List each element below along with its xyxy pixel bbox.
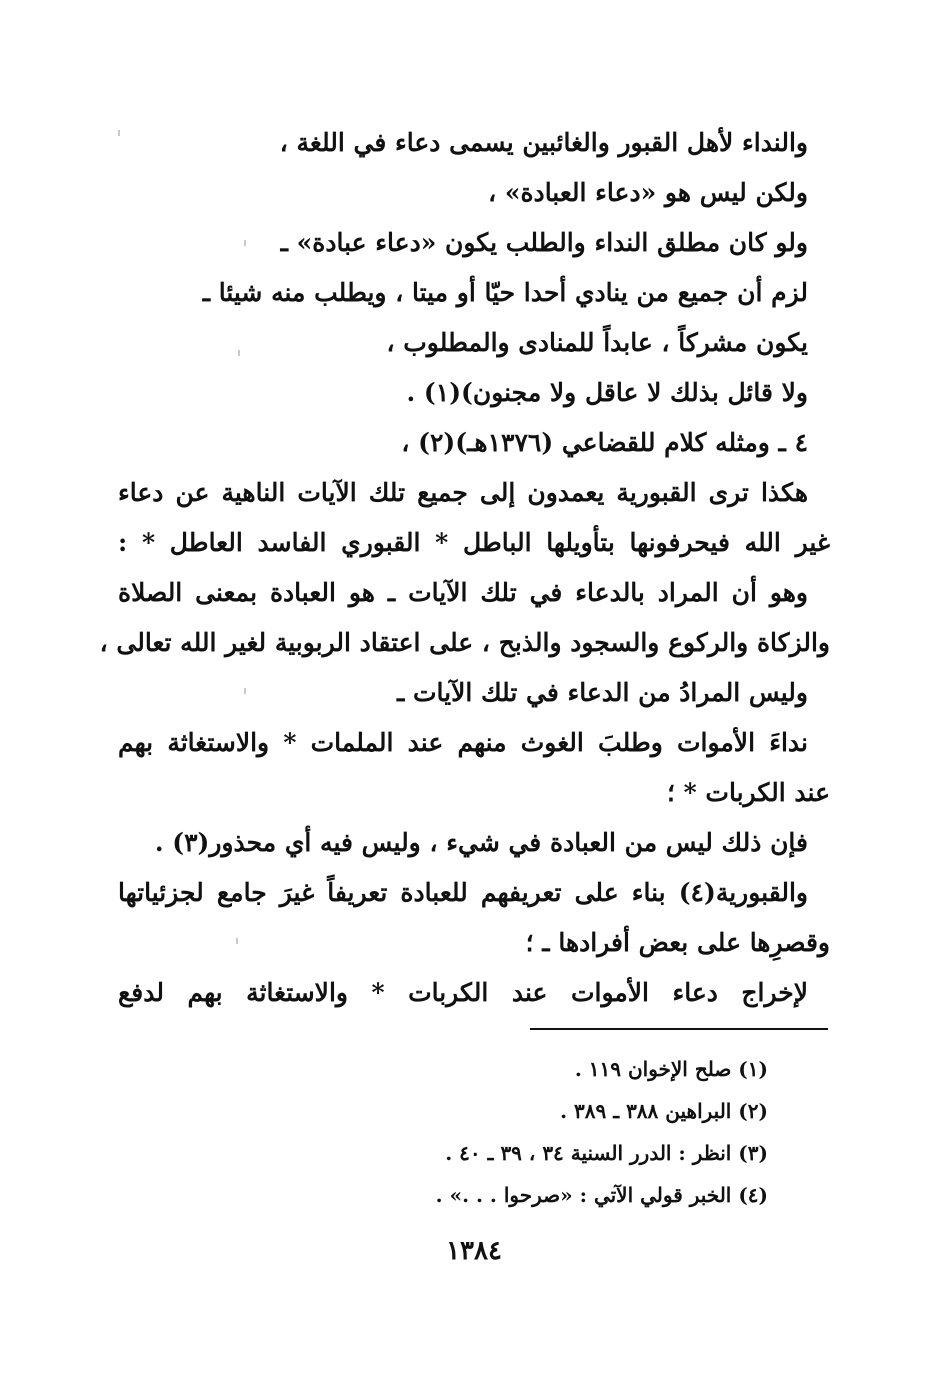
text-line: ٤ ـ ومثله كلام للقضاعي (١٣٧٦هـ)(٢) ، xyxy=(401,428,808,457)
text-line: ولا قائل بذلك لا عاقل ولا مجنون)(١) . xyxy=(406,378,808,407)
text-line: ولو كان مطلق النداء والطلب يكون «دعاء عبادة» ـ xyxy=(280,228,808,257)
text-line: وليس المرادُ من الدعاء في تلك الآيات ـ xyxy=(396,678,808,707)
scan-speck xyxy=(244,240,246,246)
text-line: نداءَ الأموات وطلبَ الغوث منهم عند الملمات * والاستغاثة بهم xyxy=(118,728,808,757)
footnote-3: (٣) انظر : الدرر السنية ٣٤ ، ٣٩ ـ ٤٠ . xyxy=(445,1141,768,1165)
text-line: لزم أن جميع من ينادي أحدا حيّا أو ميتا ، ويطلب منه شيئا ـ xyxy=(202,278,808,307)
scan-speck xyxy=(118,130,120,136)
footnote-4: (٤) الخبر قولي الآتي : «صرحوا . . .» . xyxy=(435,1183,768,1207)
footnotes xyxy=(208,1048,768,1216)
main-text xyxy=(99,118,830,1018)
text-line: والقبورية(٤) بناء على تعريفهم للعبادة تعريفاً غيرَ جامع لجزئياتها xyxy=(118,878,808,907)
text-line: يكون مشركاً ، عابداً للمنادى والمطلوب ، xyxy=(386,328,808,357)
text-line: وهو أن المراد بالدعاء في تلك الآيات ـ هو العبادة بمعنى الصلاة xyxy=(118,578,808,607)
text-line: وقصرِها على بعض أفرادها ـ ؛ xyxy=(525,928,830,957)
text-line: والنداء لأهل القبور والغائبين يسمى دعاء في اللغة ، xyxy=(279,128,808,157)
text-line: هكذا ترى القبورية يعمدون إلى جميع تلك الآيات الناهية عن دعاء xyxy=(118,478,808,507)
scan-speck xyxy=(244,688,246,694)
footnote-2: (٢) البراهين ٣٨٨ ـ ٣٨٩ . xyxy=(560,1099,768,1123)
text-line: ولكن ليس هو «دعاء العبادة» ، xyxy=(488,178,808,207)
footnote-1: (١) صلح الإخوان ١١٩ . xyxy=(574,1057,768,1081)
page-number: ١٣٨٤ xyxy=(446,1236,502,1266)
scan-speck xyxy=(236,938,238,944)
text-line: فإن ذلك ليس من العبادة في شيء ، وليس فيه أي محذور(٣) . xyxy=(154,828,808,857)
footnote-divider xyxy=(530,1028,828,1030)
text-line: عند الكربات * ؛ xyxy=(667,778,830,807)
text-line: والزكاة والركوع والسجود والذبح ، على اعتقاد الربوبية لغير الله تعالى ، xyxy=(99,628,830,657)
scan-speck xyxy=(238,350,240,356)
text-line: لإخراج دعاء الأموات عند الكربات * والاستغاثة بهم لدفع xyxy=(118,978,808,1007)
text-line: غير الله فيحرفونها بتأويلها الباطل * القبوري الفاسد العاطل * : xyxy=(118,528,830,557)
